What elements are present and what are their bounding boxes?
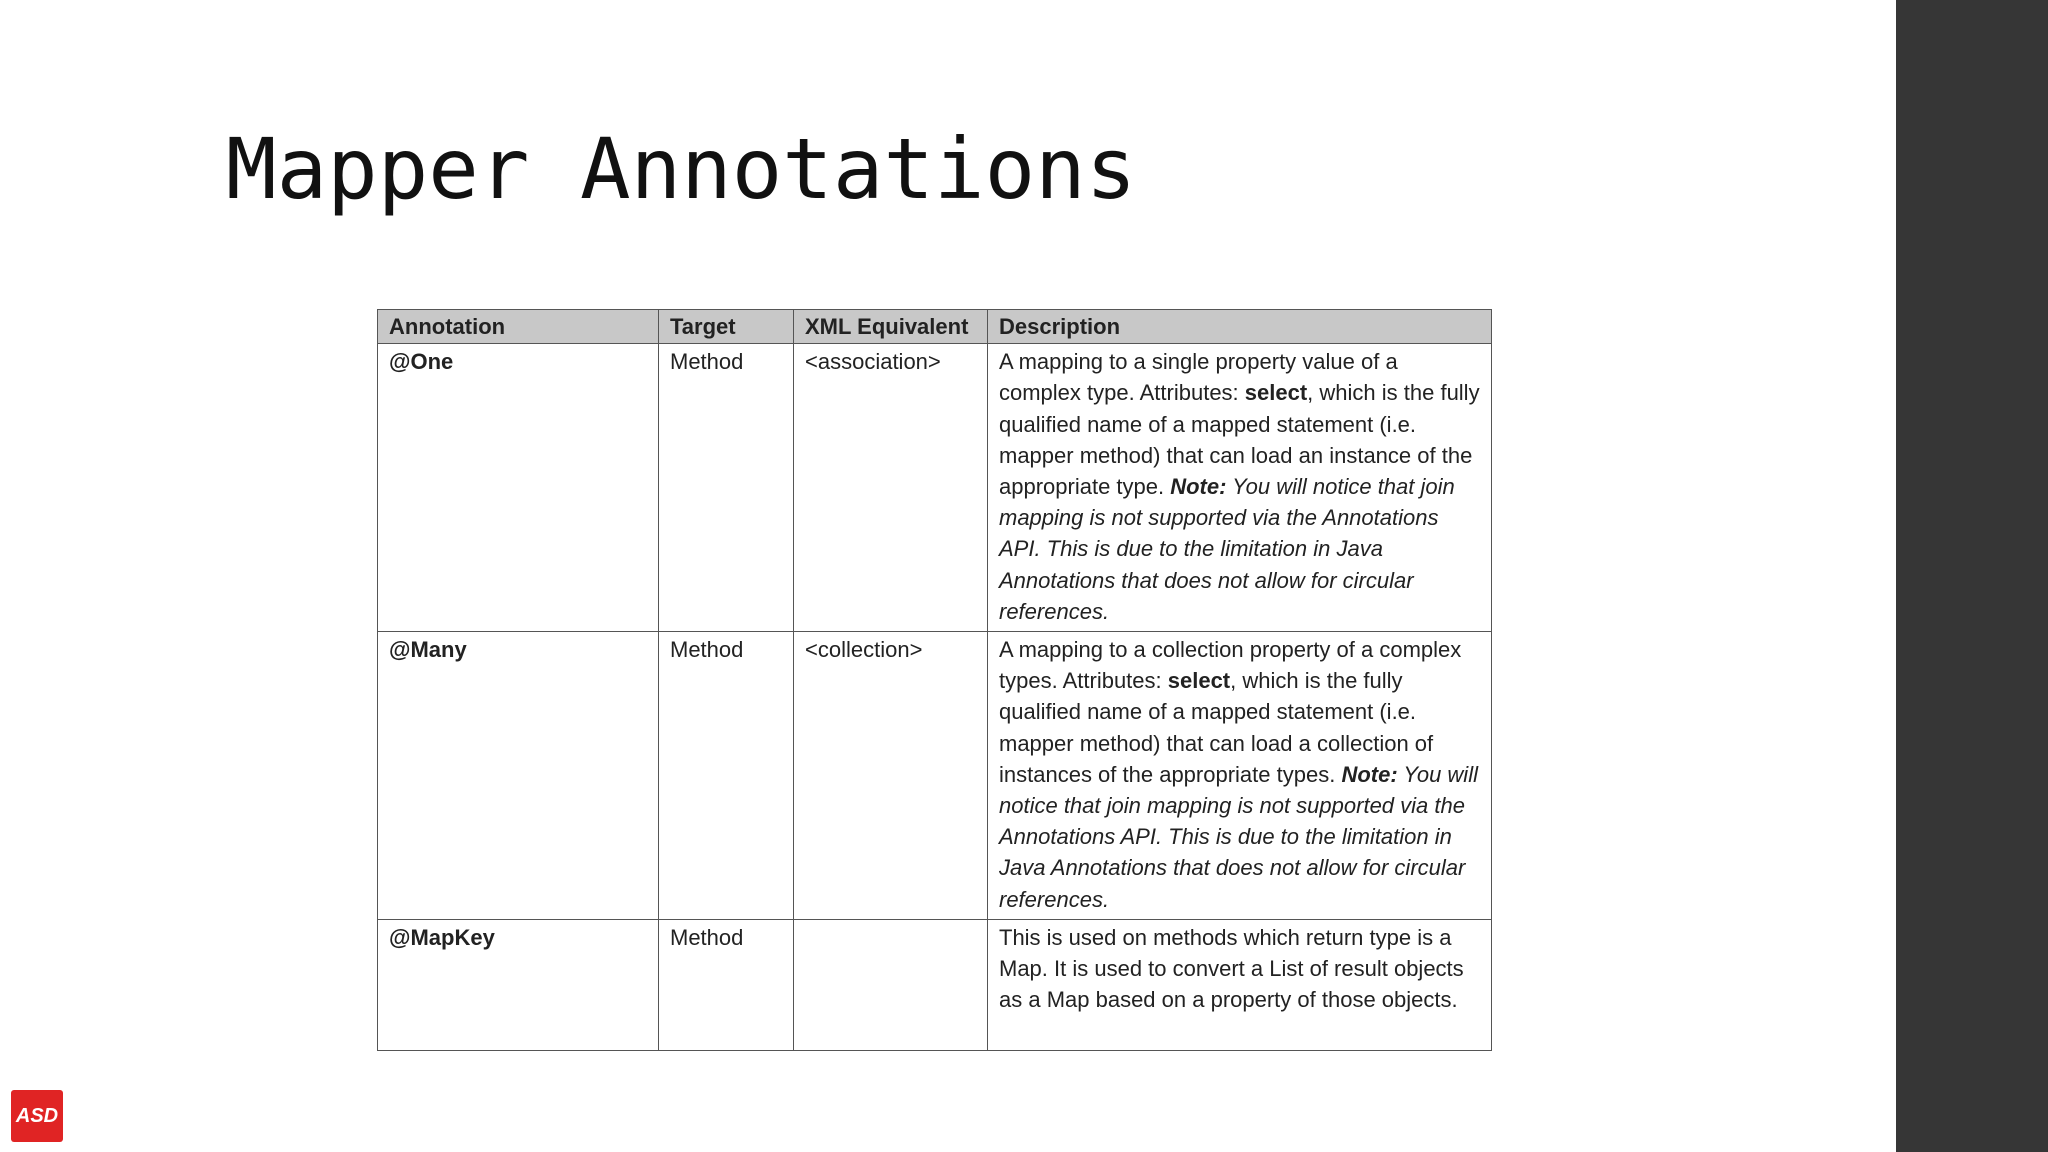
cell-annotation: @MapKey — [378, 919, 659, 1050]
header-target: Target — [659, 310, 794, 344]
desc-text: A mapping to a single property value of a complex type. Attributes: — [999, 349, 1398, 406]
cell-xml: <association> — [794, 344, 988, 632]
brand-logo: ASD — [11, 1090, 63, 1142]
cell-description — [988, 632, 1492, 920]
desc-text: , which is the fully qualified name of a mapped statement (i.e. mapper method) that can load an instance of the appropriate type. — [999, 380, 1480, 500]
note-text: You will notice that join mapping is not supported via the Annotations API. This is due to the limitation in Java Annotations that does not allow for circular references. — [999, 761, 1478, 912]
cell-description: This is used on methods which return type is a Map. It is used to convert a List of result objects as a Map based on a property of those objects. — [988, 919, 1492, 1050]
table-row — [378, 344, 1492, 632]
header-description: Description — [988, 310, 1492, 344]
slide-title: Mapper Annotations — [226, 120, 1137, 218]
cell-target: Method — [659, 344, 794, 632]
desc-keyword: select — [1167, 668, 1231, 694]
desc-keyword: select — [1244, 380, 1308, 406]
header-xml-equivalent: XML Equivalent — [794, 310, 988, 344]
table-row — [378, 632, 1492, 920]
cell-xml — [794, 919, 988, 1050]
cell-description — [988, 344, 1492, 632]
desc-text: , which is the fully qualified name of a mapped statement (i.e. mapper method) that can load a collection of instances of the appropriate types. — [999, 668, 1434, 787]
cell-annotation: @Many — [378, 632, 659, 920]
cell-target: Method — [659, 632, 794, 920]
note-text: You will notice that join mapping is not supported via the Annotations API. This is due to the limitation in Java Annotations that does not allow for circular references. — [999, 474, 1455, 624]
table-header-row — [378, 310, 1492, 344]
desc-text: A mapping to a collection property of a complex types. Attributes: — [999, 637, 1462, 694]
table-row — [378, 919, 1492, 1050]
annotations-table — [377, 309, 1492, 1051]
side-panel — [1896, 0, 2048, 1152]
cell-target: Method — [659, 919, 794, 1050]
header-annotation: Annotation — [378, 310, 659, 344]
note-label: Note: — [1341, 761, 1398, 787]
note-label: Note: — [1170, 474, 1227, 500]
cell-annotation: @One — [378, 344, 659, 632]
cell-xml: <collection> — [794, 632, 988, 920]
